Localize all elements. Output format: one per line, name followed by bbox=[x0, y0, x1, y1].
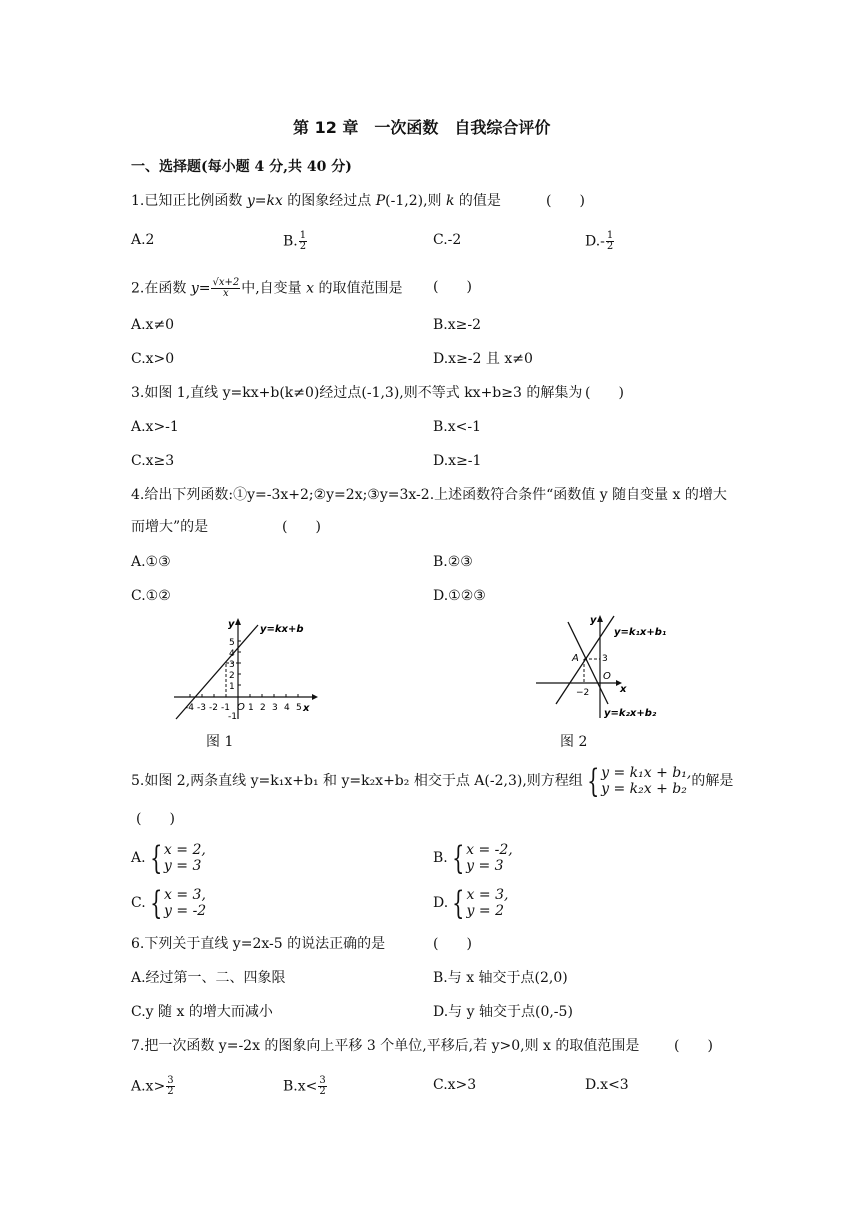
option-c: C.①② bbox=[131, 588, 171, 604]
option-a: A.2 bbox=[131, 232, 155, 248]
option-a: A.x> $\frac{3}{2}$ bbox=[131, 1075, 174, 1097]
answer-paren: ( ) bbox=[433, 279, 472, 295]
y-tick-label: 2 bbox=[229, 671, 235, 681]
y-tick-label: 5 bbox=[229, 638, 235, 648]
page-title: 第 12 章 一次函数 自我综合评价 bbox=[293, 118, 551, 137]
y-tick-label: 1 bbox=[229, 682, 235, 692]
x-tick-label: -4 bbox=[185, 703, 194, 713]
question-4-stem-line1: 4.给出下列函数:①y=-3x+2;②y=2x;③y=3x-2.上述函数符合条件“函数值 y 随自变量 x 的增大 bbox=[131, 487, 727, 503]
x-tick-label: -1 bbox=[221, 703, 230, 713]
option-c: C. { x = 3, y = -2 bbox=[131, 884, 207, 922]
y-axis-label: y bbox=[228, 619, 235, 630]
option-b: B. $\frac{1}{2}$ bbox=[283, 230, 307, 252]
question-3-stem: 3.如图 1,直线 y=kx+b(k≠0)经过点(-1,3),则不等式 kx+b≥3 的解集为 bbox=[131, 385, 583, 401]
question-5-stem: 5.如图 2,两条直线 y=k₁x+b₁ 和 y=k₂x+b₂ 相交于点 A(-2,3),则方程组 { y = k₁x + b₁, y = k₂x + b₂ 的解是 bbox=[131, 762, 734, 800]
option-b: B.x≥-2 bbox=[433, 317, 482, 333]
y-tick-label: 3 bbox=[229, 660, 235, 670]
figure-1-caption: 图 1 bbox=[206, 734, 234, 750]
option-a: A.x≠0 bbox=[131, 317, 175, 333]
option-d: D.与 y 轴交于点(0,-5) bbox=[433, 1004, 573, 1020]
y-tick-label: 3 bbox=[602, 654, 608, 664]
option-a: A.①③ bbox=[131, 554, 171, 570]
x-tick-label: 4 bbox=[284, 703, 290, 713]
x-axis-label: x bbox=[303, 703, 310, 714]
option-a: A.x>-1 bbox=[131, 419, 179, 435]
x-axis-arrow-icon bbox=[312, 694, 318, 700]
line-1-label: y=k₁x+b₁ bbox=[614, 627, 667, 638]
option-b: B.与 x 轴交于点(2,0) bbox=[433, 970, 568, 986]
answer-paren: ( ) bbox=[136, 811, 175, 827]
option-c: C.y 随 x 的增大而减小 bbox=[131, 1004, 273, 1020]
answer-paren: ( ) bbox=[546, 193, 585, 209]
x-tick-label: 2 bbox=[260, 703, 266, 713]
x-tick-label: −2 bbox=[576, 688, 590, 698]
option-b: B.②③ bbox=[433, 554, 473, 570]
answer-paren: ( ) bbox=[282, 519, 321, 535]
option-a: A.经过第一、二、四象限 bbox=[131, 970, 286, 986]
x-tick-label: 5 bbox=[296, 703, 302, 713]
option-c: C.x>3 bbox=[433, 1077, 477, 1093]
option-a: A. { x = 2, y = 3 bbox=[131, 839, 206, 877]
figure-1-graph bbox=[170, 615, 320, 725]
x-tick-label: -3 bbox=[197, 703, 206, 713]
figure-2-caption: 图 2 bbox=[560, 734, 588, 750]
option-b: B. { x = -2, y = 3 bbox=[433, 839, 513, 877]
line-2-label: y=k₂x+b₂ bbox=[604, 708, 657, 719]
line-label: y=kx+b bbox=[260, 624, 304, 635]
x-tick-label: 1 bbox=[248, 703, 254, 713]
answer-paren: ( ) bbox=[585, 385, 624, 401]
option-d: D. { x = 3, y = 2 bbox=[433, 884, 509, 922]
option-d: D.x≥-1 bbox=[433, 453, 482, 469]
origin-label: O bbox=[237, 702, 245, 713]
question-1-stem: 1.已知正比例函数 y=kx 的图象经过点 P(-1,2),则 k 的值是 bbox=[131, 193, 501, 209]
x-axis-label: x bbox=[620, 684, 627, 695]
option-b: B.x<-1 bbox=[433, 419, 482, 435]
option-d: D.x<3 bbox=[585, 1077, 629, 1093]
figure-2-graph bbox=[532, 608, 682, 726]
y-axis-arrow-icon bbox=[235, 618, 241, 625]
y-tick-label: -1 bbox=[228, 712, 237, 722]
question-7-stem: 7.把一次函数 y=-2x 的图象向上平移 3 个单位,平移后,若 y>0,则 x 的取值范围是 bbox=[131, 1038, 640, 1054]
x-tick-label: -2 bbox=[209, 703, 218, 713]
question-4-stem-line2: 而增大”的是 bbox=[131, 519, 209, 535]
answer-paren: ( ) bbox=[674, 1038, 713, 1054]
answer-paren: ( ) bbox=[433, 936, 472, 952]
option-d: D.- $\frac{1}{2}$ bbox=[585, 230, 614, 252]
question-2-stem: 2.在函数 y= $\frac{√x+2}{x}$ 中,自变量 x 的取值范围是 bbox=[131, 277, 403, 299]
x-tick-label: 3 bbox=[272, 703, 278, 713]
option-b: B.x< $\frac{3}{2}$ bbox=[283, 1075, 326, 1097]
option-c: C.x≥3 bbox=[131, 453, 175, 469]
option-d: D.x≥-2 且 x≠0 bbox=[433, 351, 533, 367]
option-d: D.①②③ bbox=[433, 588, 486, 604]
origin-label: O bbox=[603, 671, 611, 682]
y-tick-label: 4 bbox=[229, 649, 235, 659]
y-axis-arrow-icon bbox=[597, 615, 603, 622]
option-c: C.-2 bbox=[433, 232, 462, 248]
option-c: C.x>0 bbox=[131, 351, 175, 367]
point-a-label: A bbox=[572, 653, 579, 664]
y-axis-label: y bbox=[590, 615, 597, 626]
question-6-stem: 6.下列关于直线 y=2x-5 的说法正确的是 bbox=[131, 936, 386, 952]
section-heading: 一、选择题(每小题 4 分,共 40 分) bbox=[131, 159, 352, 175]
